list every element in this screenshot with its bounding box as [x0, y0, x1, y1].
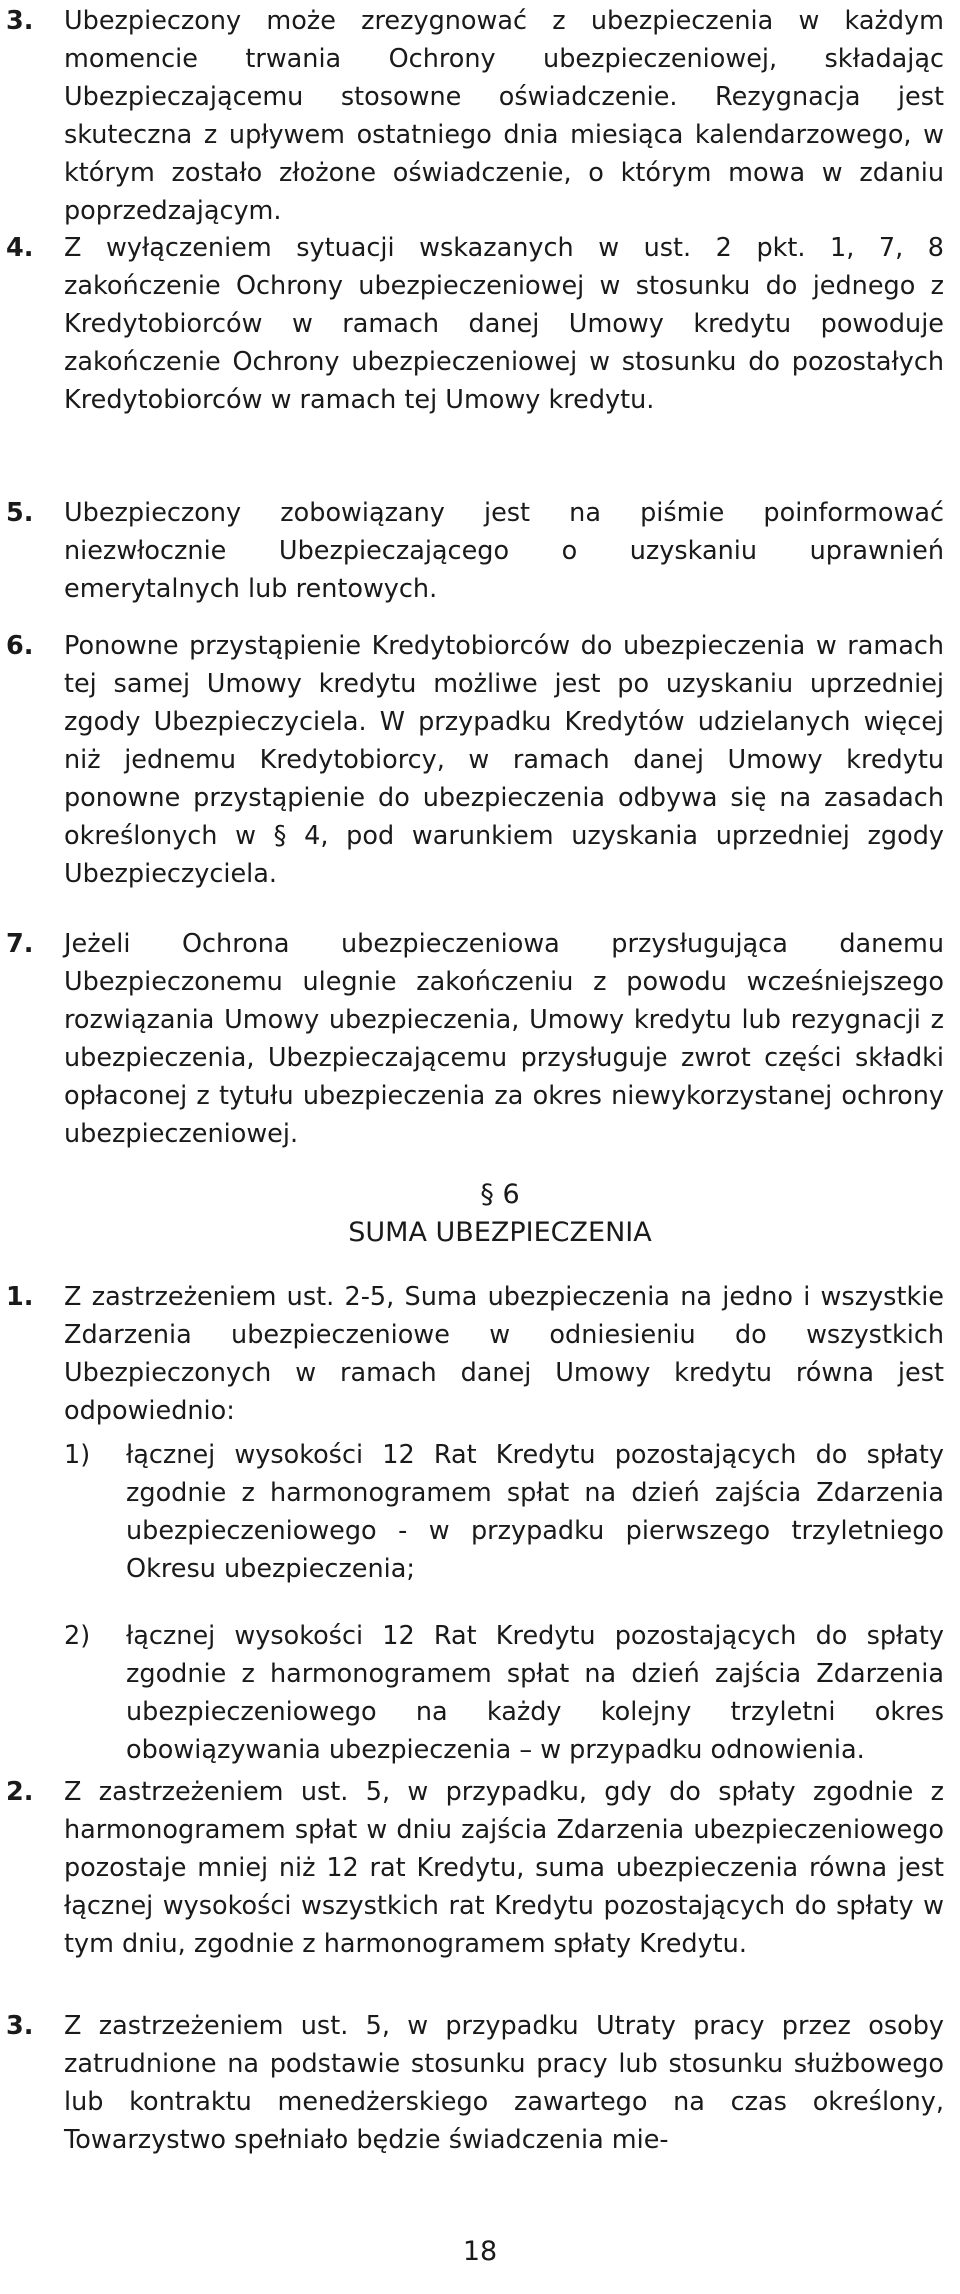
paragraph-number: 5.	[6, 498, 34, 528]
subitem-2	[64, 1617, 944, 1769]
paragraph-text: Ubezpieczony zobowiązany jest na piśmie poinformować niezwłocznie Ubezpieczającego o uzyskaniu uprawnień emerytalnych lub rentowych.	[64, 498, 944, 604]
paragraph-number: 3.	[6, 2011, 34, 2041]
paragraph-text: Z zastrzeżeniem ust. 5, w przypadku, gdy do spłaty zgodnie z harmonogramem spłat w dniu zajścia Zdarzenia ubezpieczeniowego pozostaje mniej niż 12 rat Kredytu, suma ubezpieczenia równa jest łącznej wysokości wszystkich rat Kredytu pozostających do spłaty w tym dniu, zgodnie z harmonogramem spłaty Kredytu.	[64, 1777, 944, 1959]
paragraph-5	[6, 494, 944, 608]
paragraph-number: 4.	[6, 233, 34, 263]
paragraph-3-top	[6, 2, 944, 230]
paragraph-text: Ubezpieczony może zrezygnować z ubezpieczenia w każdym momencie trwania Ochrony ubezpieczeniowej, składając Ubezpieczającemu stosowne oświadczenie. Rezygnacja jest skuteczna z upływem ostatniego dnia miesiąca kalendarzowego, w którym zostało złożone oświadczenie, o którym mowa w zdaniu poprzedzającym.	[64, 6, 944, 226]
paragraph-text: Z zastrzeżeniem ust. 2-5, Suma ubezpieczenia na jedno i wszystkie Zdarzenia ubezpieczeniowe w odniesieniu do wszystkich Ubezpieczonych w ramach danej Umowy kredytu równa jest odpowiednio:	[64, 1282, 944, 1426]
page-number: 18	[462, 2236, 498, 2267]
section-title: SUMA UBEZPIECZENIA	[348, 1217, 652, 1248]
paragraph-6-2	[6, 1773, 944, 1963]
paragraph-6	[6, 627, 944, 893]
paragraph-text: Ponowne przystąpienie Kredytobiorców do ubezpieczenia w ramach tej samej Umowy kredytu możliwe jest po uzyskaniu uprzedniej zgody Ubezpieczyciela. W przypadku Kredytów udzielanych więcej niż jednemu Kredytobiorcy, w ramach danej Umowy kredytu ponowne przystąpienie do ubezpieczenia odbywa się na zasadach określonych w § 4, pod warunkiem uzyskania uprzedniej zgody Ubezpieczyciela.	[64, 631, 944, 889]
subitem-text: łącznej wysokości 12 Rat Kredytu pozostających do spłaty zgodnie z harmonogramem spłat na dzień zajścia Zdarzenia ubezpieczeniowego na każdy kolejny trzyletni okres obowiązywania ubezpieczenia – w przypadku odnowienia.	[126, 1621, 944, 1765]
paragraph-6-1	[6, 1278, 944, 1430]
section-heading	[0, 1176, 960, 1252]
subitem-number: 1)	[64, 1440, 91, 1470]
paragraph-number: 3.	[6, 6, 34, 36]
paragraph-text: Jeżeli Ochrona ubezpieczeniowa przysługująca danemu Ubezpieczonemu ulegnie zakończeniu z powodu wcześniejszego rozwiązania Umowy ubezpieczenia, Umowy kredytu lub rezygnacji z ubezpieczenia, Ubezpieczającemu przysługuje zwrot części składki opłaconej z tytułu ubezpieczenia za okres niewykorzystanej ochrony ubezpieczeniowej.	[64, 929, 944, 1149]
paragraph-text: Z zastrzeżeniem ust. 5, w przypadku Utraty pracy przez osoby zatrudnione na podstawie stosunku pracy lub stosunku służbowego lub kontraktu menedżerskiego zawartego na czas określony, Towarzystwo spełniało będzie świadczenia mie-	[64, 2011, 944, 2155]
paragraph-number: 7.	[6, 929, 34, 959]
paragraph-text: Z wyłączeniem sytuacji wskazanych w ust. 2 pkt. 1, 7, 8 zakończenie Ochrony ubezpieczeniowej w stosunku do jednego z Kredytobiorców w ramach danej Umowy kredytu powoduje zakończenie Ochrony ubezpieczeniowej w stosunku do pozostałych Kredytobiorców w ramach tej Umowy kredytu.	[64, 233, 944, 415]
paragraph-number: 1.	[6, 1282, 34, 1312]
section-number: § 6	[480, 1179, 520, 1210]
subitem-number: 2)	[64, 1621, 91, 1651]
paragraph-7	[6, 925, 944, 1153]
paragraph-6-3	[6, 2007, 944, 2159]
subitem-1	[64, 1436, 944, 1588]
paragraph-4	[6, 229, 944, 419]
paragraph-number: 2.	[6, 1777, 34, 1807]
subitem-text: łącznej wysokości 12 Rat Kredytu pozostających do spłaty zgodnie z harmonogramem spłat na dzień zajścia Zdarzenia ubezpieczeniowego - w przypadku pierwszego trzyletniego Okresu ubezpieczenia;	[126, 1440, 944, 1584]
paragraph-number: 6.	[6, 631, 34, 661]
